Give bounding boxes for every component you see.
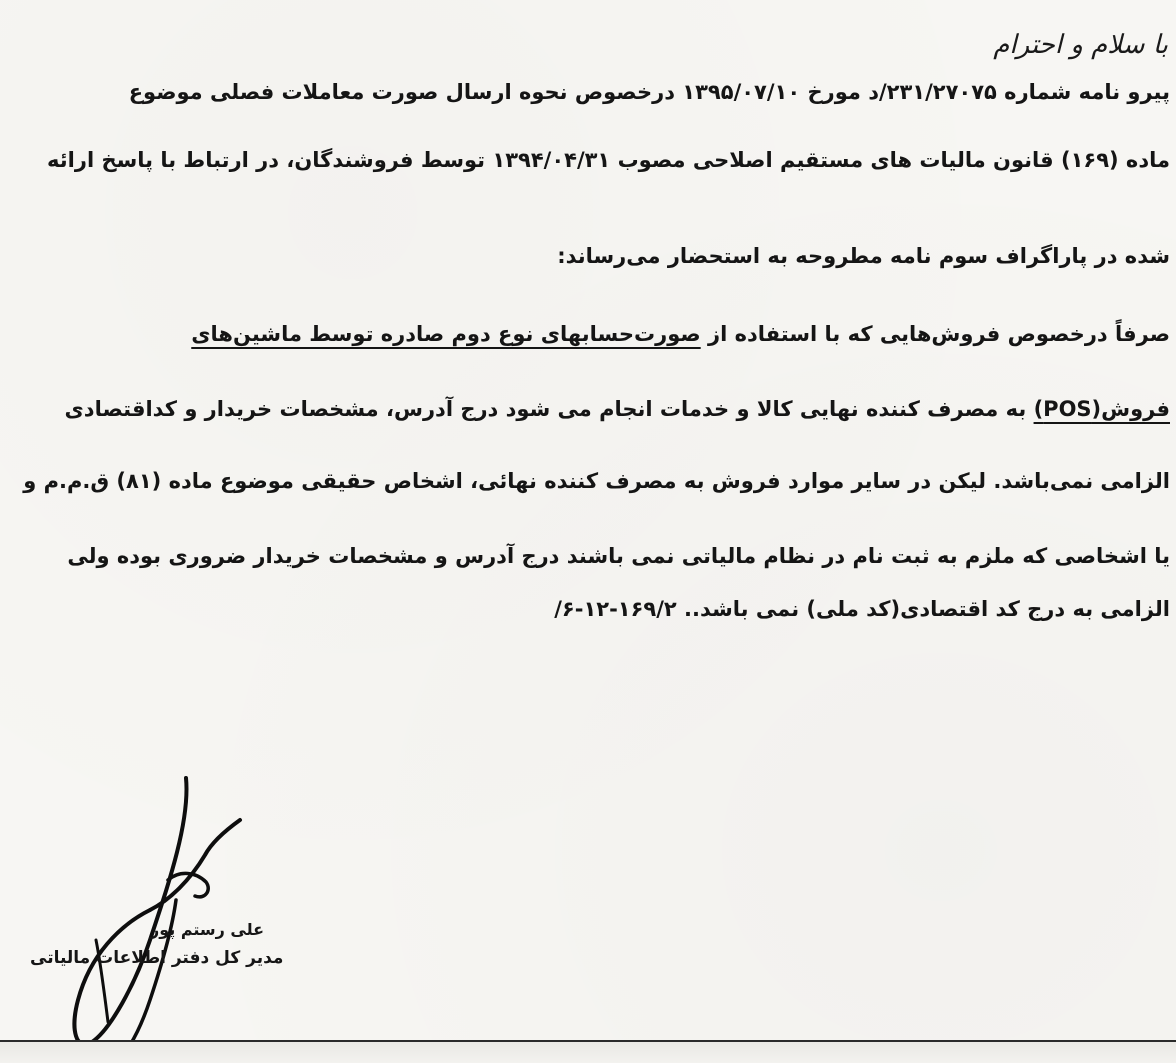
paragraph1-line1: پیرو نامه شماره ۲۳۱/۲۷۰۷۵/د مورخ ۱۳۹۵/۰۷/۱۰ درخصوص نحوه ارسال صورت معاملات فصلی موضوع [128,80,1170,104]
paragraph2-line4: یا اشخاصی که ملزم به ثبت نام در نظام مالیاتی نمی باشند درج آدرس و مشخصات خریدار ضروری بوده ولی [67,544,1170,568]
greeting: با سلام و احترام [993,30,1168,60]
signer-name: علی رستم پور [150,920,265,939]
paragraph2-line2-underlined: فروش(POS) [1033,397,1170,421]
handwritten-signature [0,760,330,1060]
paragraph2-line3: الزامی نمی‌باشد. لیکن در سایر موارد فروش به مصرف کننده نهائی، اشخاص حقیقی موضوع ماده (۸۱) ق.م.م و [23,469,1170,493]
paragraph1-line2: ماده (۱۶۹) قانون مالیات های مستقیم اصلاحی مصوب ۱۳۹۴/۰۴/۳۱ توسط فروشندگان، در ارتباط با پاسخ ارائه [47,148,1170,172]
paragraph2-line1 [191,322,1170,346]
paragraph2-line2-rest: به مصرف کننده نهایی کالا و خدمات انجام می شود درج آدرس، مشخصات خریدار و کداقتصادی [64,397,1034,421]
paragraph2-line1-underlined: صورت‌حسابهای نوع دوم صادره توسط ماشین‌های [191,322,701,346]
paragraph2-line1-start: صرفاً درخصوص فروش‌هایی که با استفاده از [700,322,1170,346]
signer-title: مدیر کل دفتر اطلاعات مالیاتی [30,948,284,968]
paragraph1-line3: شده در پاراگراف سوم نامه مطروحه به استحضار می‌رساند: [557,244,1170,268]
footer-margin [0,1042,1176,1063]
paragraph2-line2 [65,397,1170,421]
paragraph2-line5: الزامی به درج کد اقتصادی(کد ملی) نمی باشد.. ۱۶۹/۲-۱۲-۶/ [554,597,1170,621]
signature-block [0,760,330,1060]
